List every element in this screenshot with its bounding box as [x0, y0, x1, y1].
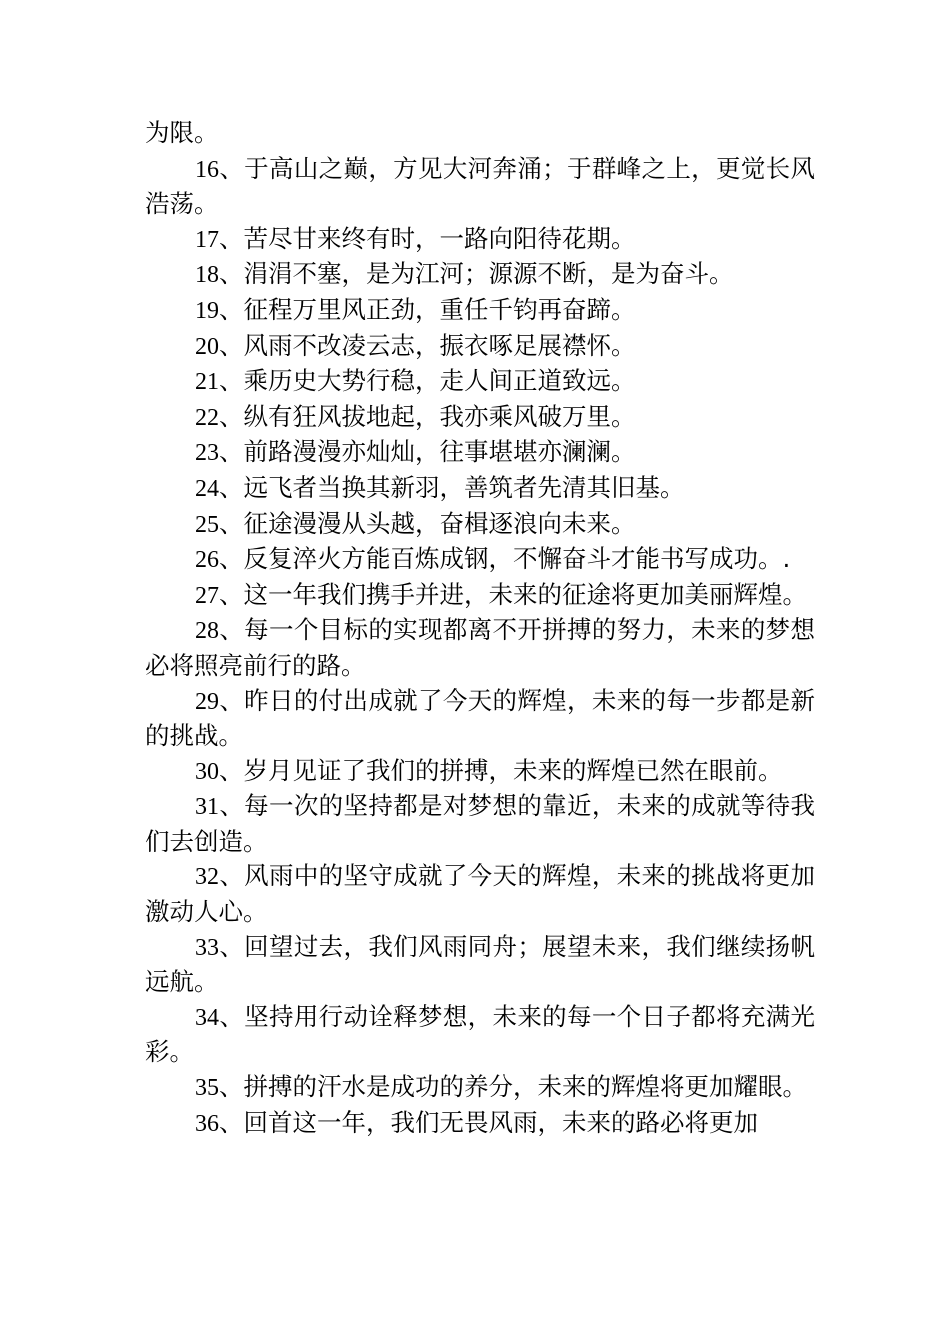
- paragraph-text: 、纵有狂风拔地起，我亦乘风破万里。: [219, 401, 636, 431]
- document-body: [145, 116, 815, 1141]
- paragraph-text: 、征程万里风正劲，重任千钧再奋蹄。: [219, 294, 636, 324]
- paragraph: [145, 613, 815, 683]
- paragraph-text: 、坚持用行动诠释梦想，未来的每一个日子都将充满光彩。: [145, 1001, 815, 1067]
- paragraph-number: 17: [195, 226, 219, 253]
- paragraph: [145, 222, 815, 258]
- paragraph: [145, 1000, 815, 1070]
- paragraph: [145, 435, 815, 471]
- paragraph: [145, 507, 815, 543]
- paragraph: [145, 1106, 815, 1142]
- paragraph-number: 31: [195, 794, 219, 821]
- paragraph-text: 、前路漫漫亦灿灿，往事堪堪亦澜澜。: [219, 437, 636, 467]
- paragraph-text: 、乘历史大势行稳，走人间正道致远。: [219, 366, 636, 396]
- paragraph-number: 20: [195, 333, 219, 360]
- paragraph-number: 26: [195, 547, 219, 574]
- paragraph-number: 24: [195, 475, 219, 502]
- paragraph-text: 、昨日的付出成就了今天的辉煌，未来的每一步都是新的挑战。: [145, 685, 815, 751]
- paragraph: [145, 329, 815, 365]
- paragraph-text: 、反复淬火方能百炼成钢，不懈奋斗才能书写成功。.: [219, 544, 791, 574]
- paragraph: [145, 116, 815, 152]
- paragraph-number: 30: [195, 758, 219, 785]
- paragraph-text: 、风雨中的坚守成就了今天的辉煌，未来的挑战将更加激动人心。: [145, 861, 815, 927]
- paragraph-number: 33: [195, 934, 219, 961]
- paragraph-number: 25: [195, 511, 219, 538]
- paragraph-text: 为限。: [145, 118, 219, 147]
- paragraph-text: 、回望过去，我们风雨同舟；展望未来，我们继续扬帆远航。: [145, 931, 815, 997]
- paragraph-text: 、岁月见证了我们的拼搏，未来的辉煌已然在眼前。: [219, 755, 783, 785]
- paragraph: [145, 578, 815, 614]
- paragraph-text: 、涓涓不塞，是为江河；源源不断，是为奋斗。: [219, 259, 734, 289]
- paragraph-text: 、回首这一年，我们无畏风雨，未来的路必将更加: [219, 1107, 758, 1137]
- paragraph: [145, 789, 815, 859]
- paragraph-text: 、拼搏的汗水是成功的养分，未来的辉煌将更加耀眼。: [219, 1072, 807, 1102]
- paragraph-number: 34: [195, 1004, 219, 1031]
- paragraph-text: 、这一年我们携手并进，未来的征途将更加美丽辉煌。: [219, 579, 807, 609]
- paragraph: [145, 293, 815, 329]
- paragraph-text: 、苦尽甘来终有时，一路向阳待花期。: [219, 223, 636, 253]
- paragraph: [145, 152, 815, 222]
- paragraph-number: 21: [195, 369, 219, 396]
- paragraph: [145, 859, 815, 929]
- paragraph-number: 35: [195, 1075, 219, 1102]
- paragraph-number: 27: [195, 582, 219, 609]
- paragraph: [145, 364, 815, 400]
- paragraph: [145, 542, 815, 578]
- paragraph: [145, 257, 815, 293]
- paragraph-number: 16: [195, 156, 219, 183]
- paragraph-number: 36: [195, 1110, 219, 1137]
- paragraph-number: 19: [195, 297, 219, 324]
- paragraph-text: 、每一次的坚持都是对梦想的靠近，未来的成就等待我们去创造。: [145, 791, 815, 856]
- paragraph: [145, 400, 815, 436]
- paragraph: [145, 471, 815, 507]
- paragraph: [145, 754, 815, 790]
- paragraph-text: 、风雨不改凌云志，振衣啄足展襟怀。: [219, 330, 636, 360]
- paragraph: [145, 930, 815, 1000]
- paragraph-text: 、远飞者当换其新羽，善筑者先清其旧基。: [219, 472, 685, 502]
- paragraph-number: 32: [195, 864, 219, 891]
- paragraph-text: 、于高山之巅，方见大河奔涌；于群峰之上，更觉长风浩荡。: [145, 153, 815, 219]
- paragraph-number: 23: [195, 440, 219, 467]
- paragraph-number: 18: [195, 262, 219, 289]
- paragraph-number: 28: [195, 618, 219, 645]
- paragraph-text: 、每一个目标的实现都离不开拼搏的努力，未来的梦想必将照亮前行的路。: [145, 615, 815, 680]
- paragraph: [145, 1070, 815, 1106]
- paragraph-number: 22: [195, 404, 219, 431]
- paragraph: [145, 684, 815, 754]
- paragraph-number: 29: [195, 688, 219, 715]
- paragraph-text: 、征途漫漫从头越，奋楫逐浪向未来。: [219, 508, 636, 538]
